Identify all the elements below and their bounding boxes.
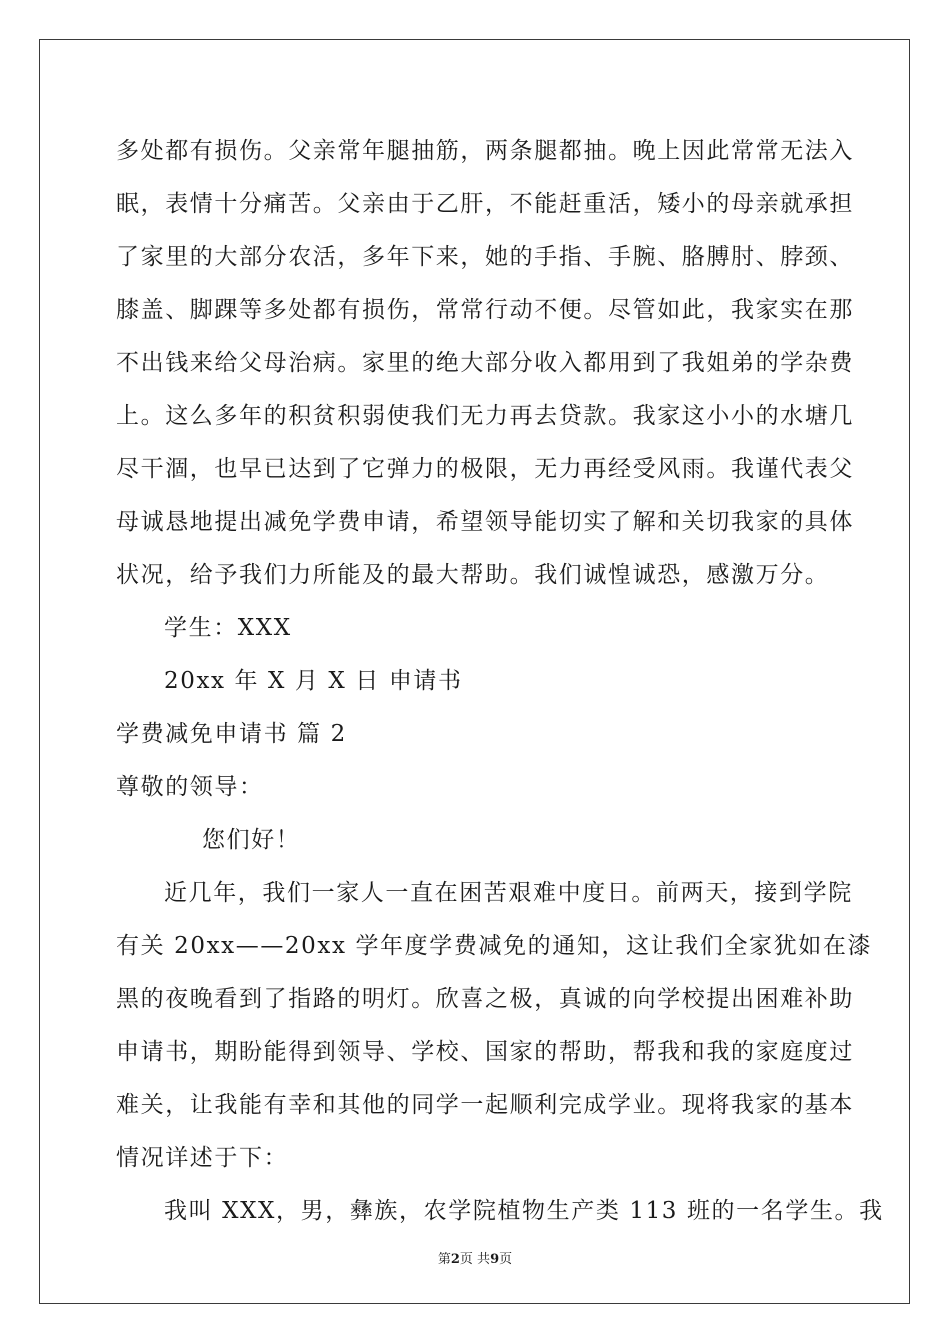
paragraph-line: 申请书，期盼能得到领导、学校、国家的帮助，帮我和我的家庭度过 [116,1039,854,1065]
paragraph-line: 尽干涸，也早已达到了它弹力的极限，无力再经受风雨。我谨代表父 [116,456,854,482]
paragraph-line: 多处都有损伤。父亲常年腿抽筋，两条腿都抽。晚上因此常常无法入 [116,138,854,164]
footer-prefix: 第 [437,1252,451,1267]
paragraph-line: 上。这么多年的积贫积弱使我们无力再去贷款。我家这小小的水塘几 [116,403,854,429]
paragraph-line: 有关 20xx——20xx 学年度学费减免的通知，这让我们全家犹如在漆 [116,933,873,959]
paragraph-line: 不出钱来给父母治病。家里的绝大部分收入都用到了我姐弟的学杂费 [116,350,854,376]
paragraph-line: 黑的夜晚看到了指路的明灯。欣喜之极，真诚的向学校提出困难补助 [116,986,854,1012]
signature-date: 20xx 年 X 月 X 日 申请书 [164,668,463,694]
footer-suffix: 页 [499,1252,513,1267]
paragraph-line: 近几年，我们一家人一直在困苦艰难中度日。前两天，接到学院 [164,880,853,906]
paragraph-line: 眠，表情十分痛苦。父亲由于乙肝，不能赶重活，矮小的母亲就承担 [116,191,854,217]
paragraph-line: 状况，给予我们力所能及的最大帮助。我们诚惶诚恐，感激万分。 [116,562,830,588]
section-title: 学费减免申请书 篇 2 [116,721,347,747]
paragraph-line: 情况详述于下： [116,1145,289,1171]
paragraph-line: 我叫 XXX，男，彝族，农学院植物生产类 113 班的一名学生。我 [164,1198,884,1224]
footer-page-current: 2 [450,1252,460,1267]
salutation: 尊敬的领导： [116,774,264,800]
paragraph-line: 难关，让我能有幸和其他的同学一起顺利完成学业。现将我家的基本 [116,1092,854,1118]
page-footer [0,1248,950,1267]
document-body [116,125,884,1238]
paragraph-line: 膝盖、脚踝等多处都有损伤，常常行动不便。尽管如此，我家实在那 [116,297,854,323]
signature-student: 学生：XXX [164,615,292,641]
greeting: 您们好！ [202,827,301,853]
footer-mid: 页 共 [459,1252,491,1267]
footer-page-total: 9 [490,1252,500,1267]
paragraph-line: 了家里的大部分农活，多年下来，她的手指、手腕、胳膊肘、脖颈、 [116,244,854,270]
paragraph-line: 母诚恳地提出减免学费申请，希望领导能切实了解和关切我家的具体 [116,509,854,535]
